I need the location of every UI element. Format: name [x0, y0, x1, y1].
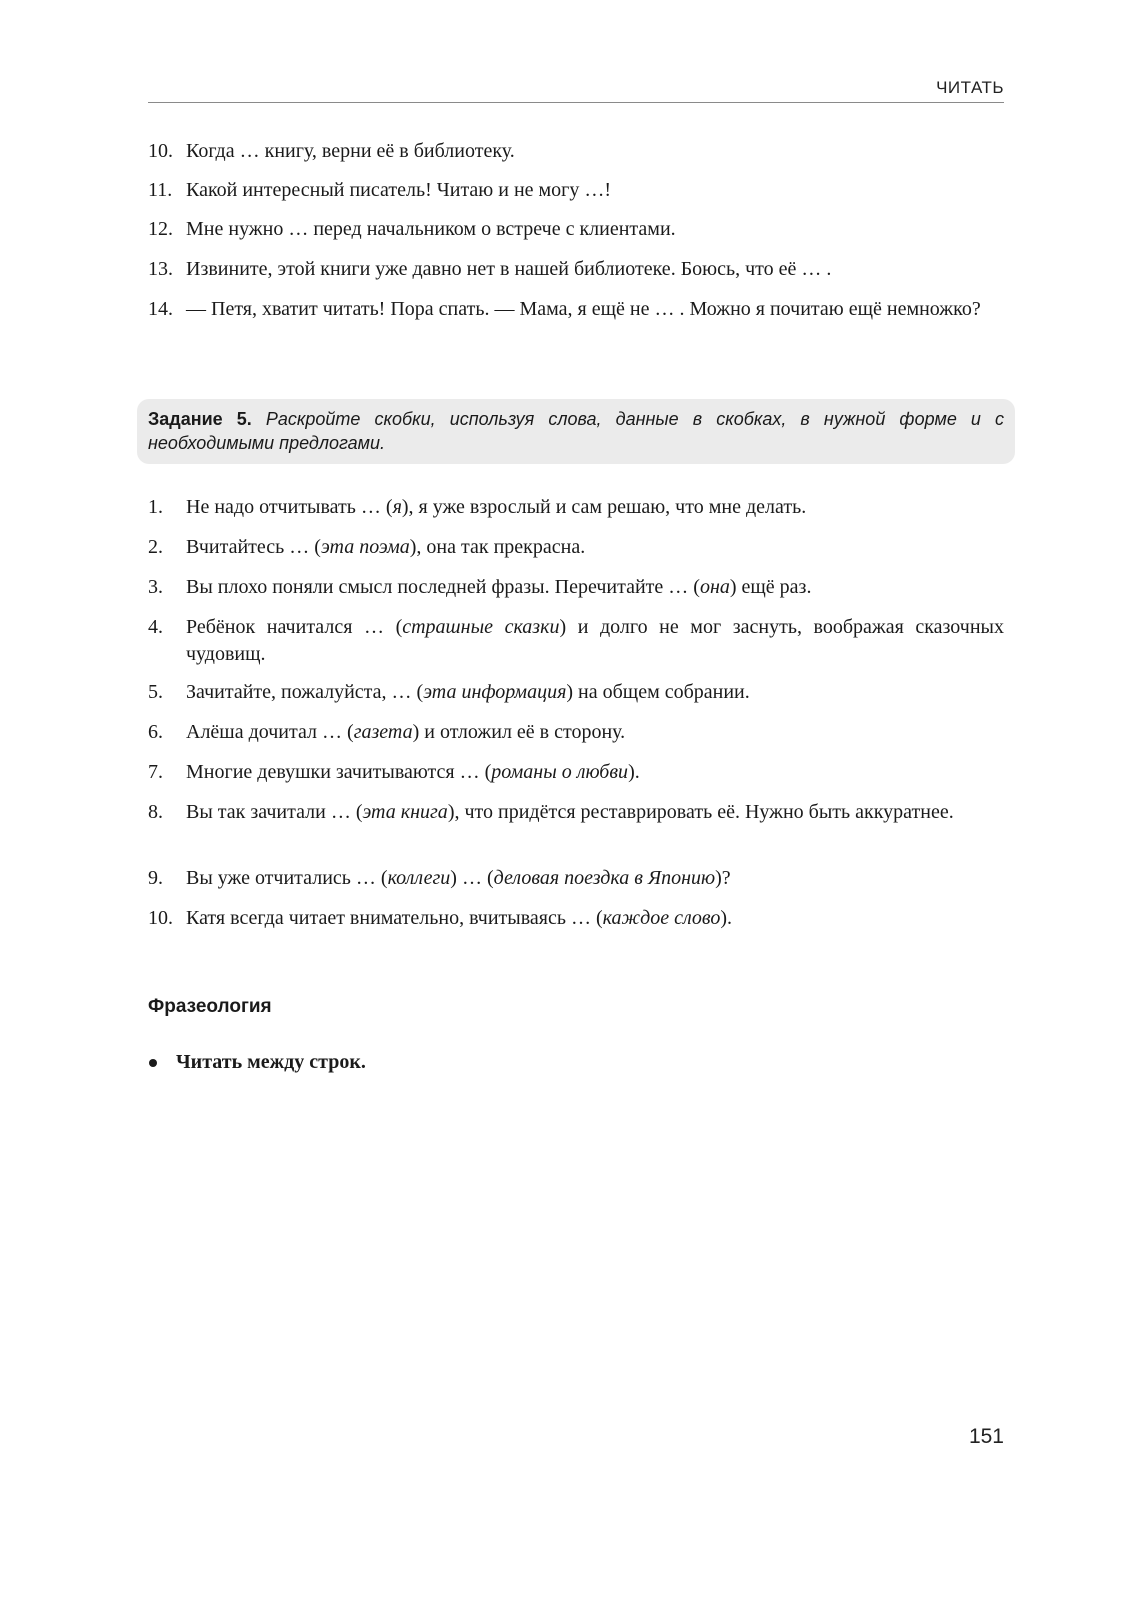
- exercise-item: [148, 799, 1004, 826]
- task-label: Задание 5.: [148, 409, 252, 429]
- exercise-item: [148, 574, 1004, 601]
- text-part: ), я уже взрослый и сам решаю, что мне делать.: [401, 496, 807, 518]
- exercise-item: [148, 138, 1004, 165]
- item-number: 9.: [148, 867, 163, 889]
- text-part: ) и отложил её в сторону.: [412, 721, 626, 743]
- phraseology-title: Фразеология: [148, 996, 272, 1017]
- item-number: 10.: [148, 907, 173, 929]
- item-text: Мне нужно … перед начальником о встрече с клиентами.: [186, 218, 676, 240]
- text-part: ), что придётся реставрировать её. Нужно быть аккуратнее.: [447, 801, 954, 823]
- text-part: Вы уже отчитались … (: [186, 867, 388, 889]
- task-heading: [148, 407, 1004, 455]
- item-number: 1.: [148, 496, 163, 518]
- text-part: ) … (: [450, 867, 494, 889]
- exercise-item: [148, 759, 1004, 786]
- item-text: Какой интересный писатель! Читаю и не могу …!: [186, 179, 612, 201]
- item-text: [186, 679, 1004, 706]
- running-head: ЧИТАТЬ: [936, 78, 1004, 97]
- text-part: Вы плохо поняли смысл последней фразы. Перечитайте … (: [186, 576, 700, 598]
- item-text: [186, 614, 1004, 668]
- bracket-hint: эта информация: [423, 681, 567, 703]
- item-number: 13.: [148, 258, 173, 280]
- bracket-hint: газета: [353, 721, 413, 743]
- item-text: Извините, этой книги уже давно нет в нашей библиотеке. Боюсь, что её … .: [186, 258, 832, 280]
- item-text: [186, 759, 1004, 786]
- page-number: 151: [968, 1425, 1004, 1448]
- text-part: ).: [720, 907, 733, 929]
- bracket-hint: эта поэма: [320, 536, 410, 558]
- exercise-item: [148, 256, 1004, 283]
- item-number: 12.: [148, 218, 173, 240]
- item-text: [186, 865, 1004, 892]
- item-number: 7.: [148, 761, 163, 783]
- item-text: [186, 534, 1004, 561]
- bracket-hint: деловая поездка в Японию: [493, 867, 716, 889]
- text-part: Алёша дочитал … (: [186, 721, 354, 743]
- text-part: ) на общем собрании.: [566, 681, 750, 703]
- exercise-item: [148, 534, 1004, 561]
- bracket-hint: каждое слово: [602, 907, 721, 929]
- phraseology-text: Читать между строк.: [176, 1051, 366, 1073]
- bracket-hint: романы о любви: [491, 761, 629, 783]
- exercise-item: [148, 494, 1004, 521]
- item-number: 10.: [148, 140, 173, 162]
- item-number: 14.: [148, 298, 173, 320]
- task-instruction: Раскройте скобки, используя слова, данные в скобках, в нужной форме и с необходимыми предлогами.: [148, 409, 1005, 453]
- item-number: 11.: [148, 179, 173, 201]
- exercise-item: [148, 296, 1004, 323]
- text-part: Зачитайте, пожалуйста, … (: [186, 681, 424, 703]
- bracket-hint: коллеги: [387, 867, 451, 889]
- bullet-icon: [149, 1059, 157, 1067]
- exercise-item: [148, 614, 1004, 668]
- bracket-hint: эта книга: [362, 801, 448, 823]
- exercise-item: [148, 719, 1004, 746]
- exercise-item: [148, 905, 1004, 932]
- text-part: ) и долго не мог заснуть, воображая сказочных чудовищ.: [186, 616, 1004, 665]
- text-part: ), она так прекрасна.: [409, 536, 586, 558]
- exercise-item: [148, 177, 1004, 204]
- exercise-item: [148, 216, 1004, 243]
- text-part: Ребёнок начитался … (: [186, 616, 403, 638]
- item-text: [186, 905, 1004, 932]
- item-number: 5.: [148, 681, 163, 703]
- item-number: 3.: [148, 576, 163, 598]
- bracket-hint: страшные сказки: [402, 616, 560, 638]
- exercise-item: [148, 865, 1004, 892]
- bracket-hint: я: [392, 496, 402, 518]
- item-number: 6.: [148, 721, 163, 743]
- item-text: [186, 799, 1004, 826]
- text-part: Вчитайтесь … (: [186, 536, 321, 558]
- item-text: — Петя, хватит читать! Пора спать. — Мама, я ещё не … . Можно я почитаю ещё немножко?: [186, 298, 981, 320]
- header-rule: [148, 102, 1004, 103]
- item-number: 8.: [148, 801, 163, 823]
- item-text: Когда … книгу, верни её в библиотеку.: [186, 140, 515, 162]
- text-part: Не надо отчитывать … (: [186, 496, 393, 518]
- item-number: 4.: [148, 616, 163, 638]
- text-part: Многие девушки зачитываются … (: [186, 761, 492, 783]
- item-text: [186, 494, 1004, 521]
- text-part: )?: [715, 867, 731, 889]
- phraseology-item: [148, 1049, 1004, 1076]
- text-part: ).: [628, 761, 640, 783]
- text-part: Вы так зачитали … (: [186, 801, 363, 823]
- item-text: [186, 574, 1004, 601]
- text-part: ) ещё раз.: [729, 576, 812, 598]
- text-part: Катя всегда читает внимательно, вчитываясь … (: [186, 907, 603, 929]
- item-number: 2.: [148, 536, 163, 558]
- item-text: [186, 719, 1004, 746]
- exercise-item: [148, 679, 1004, 706]
- bracket-hint: она: [699, 576, 730, 598]
